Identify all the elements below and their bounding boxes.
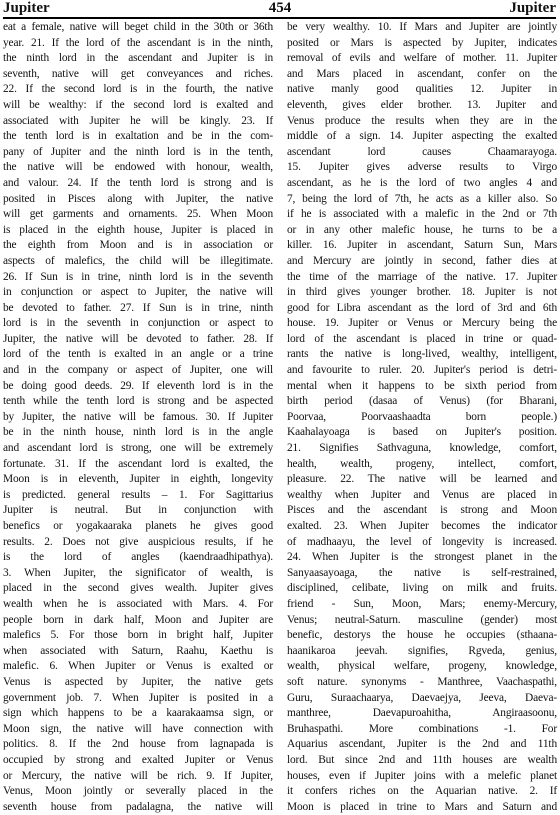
text-line: or in any other malefic house, he turns to be a bbox=[287, 223, 557, 236]
text-line: house. 19. Jupiter or Venus or Mercury being the bbox=[287, 317, 557, 330]
text-line: the time of the marriage of the native. 17. Jupiter bbox=[287, 270, 557, 283]
text-line: good for Libra ascendant as the lord of 3rd and 6th bbox=[287, 301, 557, 314]
text-line: 24. When Jupiter is the strongest planet in the bbox=[287, 551, 557, 564]
text-line: politics. 8. If the 2nd house from lagnapada is bbox=[3, 738, 273, 751]
text-line: Moon sign, the native will have connection with bbox=[3, 722, 273, 735]
text-line: occupied by strong and exalted Jupiter or Venus bbox=[3, 753, 273, 766]
text-line: Jupiter, the native will be devoted to father. 28. If bbox=[3, 332, 273, 345]
text-line: 21. Signifies Sathvaguna, knowledge, comfort, bbox=[287, 442, 557, 455]
text-line: and in the company or aspect of Jupiter, one will bbox=[3, 364, 273, 377]
text-line: fortunate. 31. If the ascendant lord is exalted, the bbox=[3, 457, 273, 470]
text-line: be very wealthy. 10. If Mars and Jupiter are jointly bbox=[287, 21, 557, 33]
text-line: 3. When Jupiter, the significator of wealth, is bbox=[3, 566, 273, 579]
text-line: haanikaroa jeevah. signifies, Rgveda, genius, bbox=[287, 644, 557, 657]
text-line: and valour. 24. If the tenth lord is strong and is bbox=[3, 176, 273, 189]
text-line: associated with Jupiter he will be kingly. 23. If bbox=[3, 114, 273, 127]
text-line: wealthy when Jupiter and Venus are placed in bbox=[287, 488, 557, 501]
text-line: tenth while the tenth lord is strong and be aspected bbox=[3, 395, 273, 408]
header-right-title: Jupiter bbox=[509, 0, 556, 16]
text-line: benefic, destorys the house he occupies (sthaana- bbox=[287, 629, 557, 642]
text-line: the ninth lord in the ascendant and Jupiter is in bbox=[3, 52, 273, 65]
text-line: Pisces and the ascendant is strong and Moon bbox=[287, 504, 557, 517]
text-line: placed in the second gives wealth. Jupiter gives bbox=[3, 582, 273, 595]
text-line: when associated with Saturn, Raahu, Kaethu is bbox=[3, 644, 273, 657]
text-line: Moon is placed in trine to Mars and Saturn and bbox=[287, 800, 557, 813]
text-line: is placed in the eighth house, Jupiter is placed in bbox=[3, 223, 273, 236]
text-line: lord of the ascendant is placed in trine or quad- bbox=[287, 332, 557, 345]
text-line: wealth, physical welfare, progeny, knowledge, bbox=[287, 660, 557, 673]
right-text-column bbox=[287, 20, 557, 813]
text-line: Venus, Moon jointly or severally placed in the bbox=[3, 785, 273, 798]
text-line: and ascendant lord is strong, one will be extremely bbox=[3, 442, 273, 455]
text-line: is predicted. general results – 1. For Sagittarius bbox=[3, 488, 273, 501]
header-rule bbox=[3, 17, 556, 19]
text-line: in third gives younger brother. 18. Jupiter is not bbox=[287, 286, 557, 299]
text-line: wealth when he is associated with Mars. 4. For bbox=[3, 597, 273, 610]
text-line: lord. But since 2nd and 11th houses are wealth bbox=[287, 753, 557, 766]
text-line: 22. If the second lord is in the fourth, the native bbox=[3, 83, 273, 96]
text-line: native manly good qualities 12. Jupiter in bbox=[287, 83, 557, 96]
header-left-title: Jupiter bbox=[3, 0, 50, 16]
text-line: Venus produce the results when they are in the bbox=[287, 114, 557, 127]
text-line: and favourite to ruler. 20. Jupiter's period is detri- bbox=[287, 364, 557, 377]
text-line: lord of the tenth is exalted in an angle or a trine bbox=[3, 348, 273, 361]
text-line: aspects of malefics, the child will be illegitimate. bbox=[3, 254, 273, 267]
text-line: Poorvaa, Poorvaashaadta born people.) bbox=[287, 410, 557, 423]
text-line: malefic. 6. When Jupiter or Venus is exalted or bbox=[3, 660, 273, 673]
text-line: the tenth lord is in exaltation and be in the com- bbox=[3, 130, 273, 143]
text-line: by Jupiter, the native will be famous. 30. If Jupiter bbox=[3, 410, 273, 423]
text-line: manthree, Daevapuroahitha, Angiraasoonu, bbox=[287, 707, 557, 720]
text-line: benefics or yogakaaraka planets he gives good bbox=[3, 520, 273, 532]
text-line: Moon is in eleventh, Jupiter in eighth, longevity bbox=[3, 473, 273, 486]
text-line: seventh house from padalagna, the native will bbox=[3, 800, 273, 813]
text-line: Guru, Suraachaarya, Daevaejya, Jeeva, Daeva- bbox=[287, 691, 557, 704]
text-line: posited in Pisces along with Jupiter, the native bbox=[3, 192, 273, 205]
text-line: year. 21. If the lord of the ascendant is in the ninth, bbox=[3, 36, 273, 49]
text-line: will get garments and ornaments. 25. When Moon bbox=[3, 208, 273, 221]
text-line: and Mercury are jointly in second, father dies at bbox=[287, 254, 557, 267]
text-line: mental when it happens to be sixth period from bbox=[287, 379, 557, 392]
running-header bbox=[0, 0, 560, 18]
text-line: of madhaayu, the level of longevity is increased. bbox=[287, 535, 557, 548]
text-line: the native will be endowed with honour, wealth, bbox=[3, 161, 273, 174]
page-number: 454 bbox=[268, 0, 292, 16]
text-line: seventh, native will get conveyances and riches. bbox=[3, 67, 273, 80]
text-line: and Mars placed in ascendant, confer on the bbox=[287, 67, 557, 80]
text-line: removal of evils and welfare of mother. 11. Jupiter bbox=[287, 52, 557, 65]
text-line: if he is associated with a malefic in the 2nd or 7th bbox=[287, 208, 557, 221]
text-line: will be wealthy: if the second lord is exalted and bbox=[3, 98, 273, 111]
text-line: ascendant, as he is the lord of two angles 4 and bbox=[287, 176, 557, 189]
text-line: it confers riches on the Aquarian native. 2. If bbox=[287, 785, 557, 798]
text-line: pleasure. 22. The native will be learned and bbox=[287, 473, 557, 486]
text-line: is the lord of angles (kaendraadhipathya). bbox=[3, 551, 273, 564]
text-line: be devoted to father. 27. If Sun is in trine, ninth bbox=[3, 301, 273, 314]
text-line: 15. Jupiter gives adverse results to Virgo bbox=[287, 161, 557, 174]
text-line: Venus; neutral-Saturn. masculine (gender) most bbox=[287, 613, 557, 626]
text-line: eleventh, gives elder brother. 13. Jupiter and bbox=[287, 98, 557, 111]
text-line: people born in dark half, Moon and Jupiter are bbox=[3, 613, 273, 626]
text-line: killer. 16. Jupiter in ascendant, Saturn Sun, Mars bbox=[287, 239, 557, 252]
text-line: soft nature. synonyms - Manthree, Vaachaspathi, bbox=[287, 675, 557, 688]
text-line: pany of Jupiter and the ninth lord is in the tenth, bbox=[3, 145, 273, 158]
text-line: rants the native is long-lived, wealthy, intelligent, bbox=[287, 348, 557, 361]
text-line: eat a female, native will beget child in the 30th or 36th bbox=[3, 21, 273, 33]
left-text-column bbox=[3, 20, 273, 813]
text-line: middle of a sign. 14. Jupiter aspecting the exalted bbox=[287, 130, 557, 143]
text-line: lord is in the seventh in conjunction or aspect to bbox=[3, 317, 273, 330]
text-line: Bruhaspathi. More combinations -1. For bbox=[287, 722, 557, 735]
text-line: or Mercury, the native will be rich. 9. If Jupiter, bbox=[3, 769, 273, 782]
text-line: 26. If Sun is in trine, ninth lord is in the seventh bbox=[3, 270, 273, 283]
text-line: the eighth from Moon and is in association or bbox=[3, 239, 273, 252]
text-line: be in the ninth house, ninth lord is in the angle bbox=[3, 426, 273, 439]
text-line: government job. 7. When Jupiter is posited in a bbox=[3, 691, 273, 704]
text-line: malefics 5. For those born in bright half, Jupiter bbox=[3, 629, 273, 642]
text-line: birth period (dasaa of Venus) (for Bharani, bbox=[287, 395, 557, 408]
text-line: disciplined, celibate, living on milk and fruits. bbox=[287, 582, 557, 595]
text-line: houses, even if Jupiter joins with a melefic planet bbox=[287, 769, 557, 782]
text-line: Aquarius ascendant, Jupiter is the 2nd and 11th bbox=[287, 738, 557, 751]
text-line: in conjunction or aspect to Jupiter, the native will bbox=[3, 286, 273, 299]
text-line: friend - Sun, Moon, Mars; enemy-Mercury, bbox=[287, 597, 557, 610]
text-line: posited or Mars is aspected by Jupiter, indicates bbox=[287, 36, 557, 49]
text-line: 7, being the lord of 7th, he acts as a killer also. So bbox=[287, 192, 557, 205]
text-line: results. 2. Does not give auspicious results, if he bbox=[3, 535, 273, 548]
text-line: health, wealth, progeny, intellect, comfort, bbox=[287, 457, 557, 470]
text-line: be doing good deeds. 29. If eleventh lord is in the bbox=[3, 379, 273, 392]
text-line: Jupiter is neutral. But in conjunction with bbox=[3, 504, 273, 517]
text-line: Venus is aspected by Jupiter, the native gets bbox=[3, 675, 273, 688]
text-line: exalted. 23. When Jupiter becomes the indicator bbox=[287, 520, 557, 532]
text-line: Kaahalayoaga is based on Jupiter's position. bbox=[287, 426, 557, 439]
text-line: sign which happens to be a kaarakaamsa sign, or bbox=[3, 707, 273, 720]
text-line: Sanyaasayoaga, the native is self-restrained, bbox=[287, 566, 557, 579]
text-line: ascendant lord causes Chaamarayoga. bbox=[287, 145, 557, 158]
